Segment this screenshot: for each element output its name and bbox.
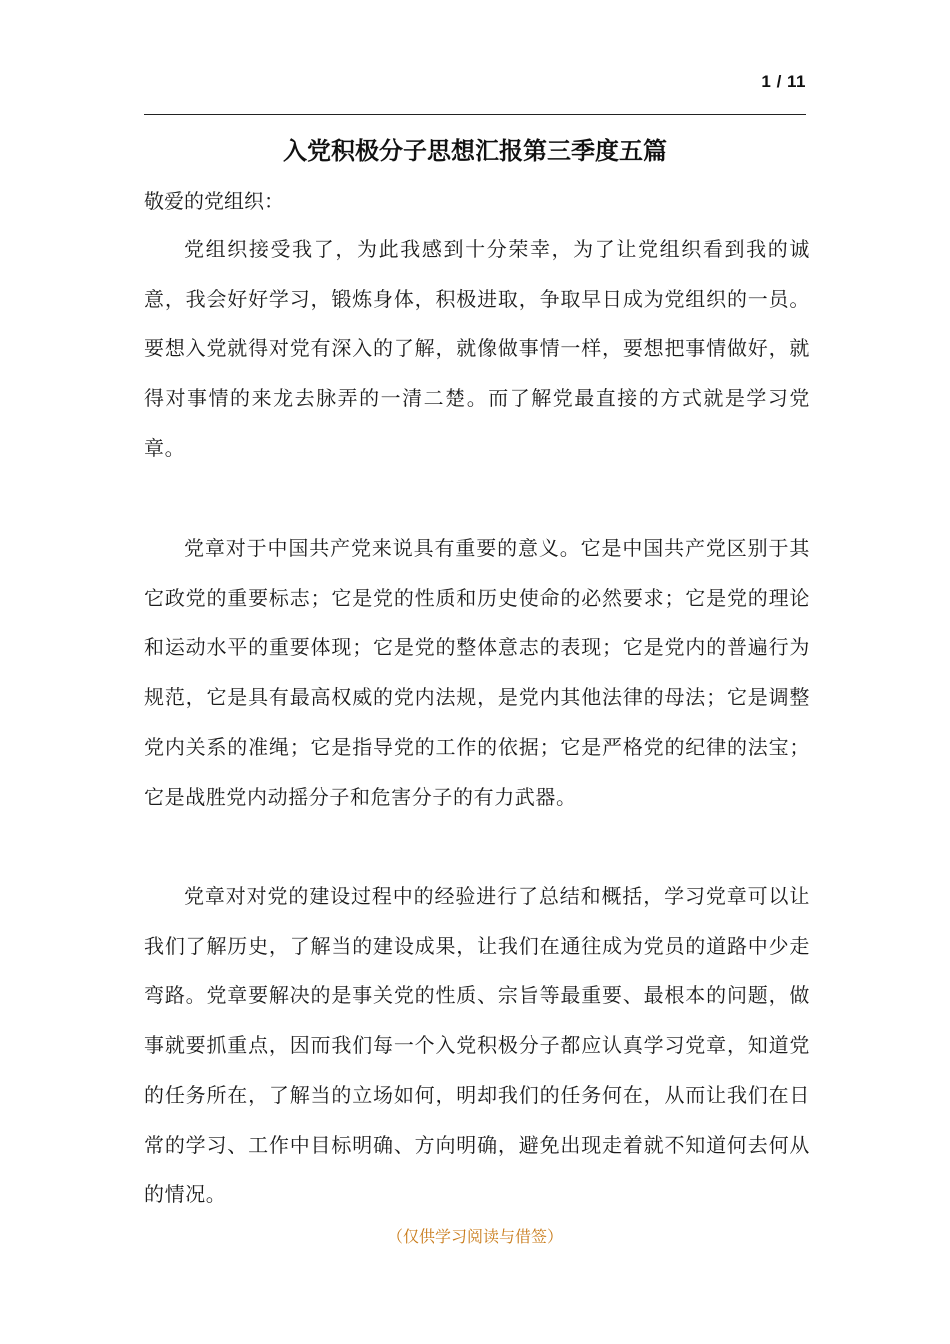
- header-divider: [144, 114, 806, 115]
- body-paragraph-2: 党章对于中国共产党来说具有重要的意义。它是中国共产党区别于其它政党的重要标志；它是党的性质和历史使命的必然要求；它是党的理论和运动水平的重要体现；它是党的整体意志的表现；它是党内的普遍行为规范，它是具有最高权威的党内法规，是党内其他法律的母法；它是调整党内关系的准绳；它是指导党的工作的依据；它是严格党的纪律的法宝；它是战胜党内动摇分子和危害分子的有力武器。: [144, 536, 810, 809]
- document-title: 入党积极分子思想汇报第三季度五篇: [283, 137, 667, 165]
- salutation: 敬爱的党组织：: [144, 189, 284, 213]
- body-paragraph-3: 党章对对党的建设过程中的经验进行了总结和概括，学习党章可以让我们了解历史，了解当的建设成果，让我们在通往成为党员的道路中少走弯路。党章要解决的是事关党的性质、宗旨等最重要、最根本的问题，做事就要抓重点，因而我们每一个入党积极分子都应认真学习党章，知道党的任务所在，了解当的立场如何，明却我们的任务何在，从而让我们在日常的学习、工作中目标明确、方向明确，避免出现走着就不知道何去何从的情况。: [144, 884, 810, 1207]
- footer-disclaimer: （仅供学习阅读与借签）: [386, 1227, 563, 1246]
- page-number: 1 / 11: [761, 72, 806, 91]
- body-paragraph-1: 党组织接受我了，为此我感到十分荣幸，为了让党组织看到我的诚意，我会好好学习，锻炼身体，积极进取，争取早日成为党组织的一员。要想入党就得对党有深入的了解，就像做事情一样，要想把事情做好，就得对事情的来龙去脉弄的一清二楚。而了解党最直接的方式就是学习党章。: [144, 237, 810, 460]
